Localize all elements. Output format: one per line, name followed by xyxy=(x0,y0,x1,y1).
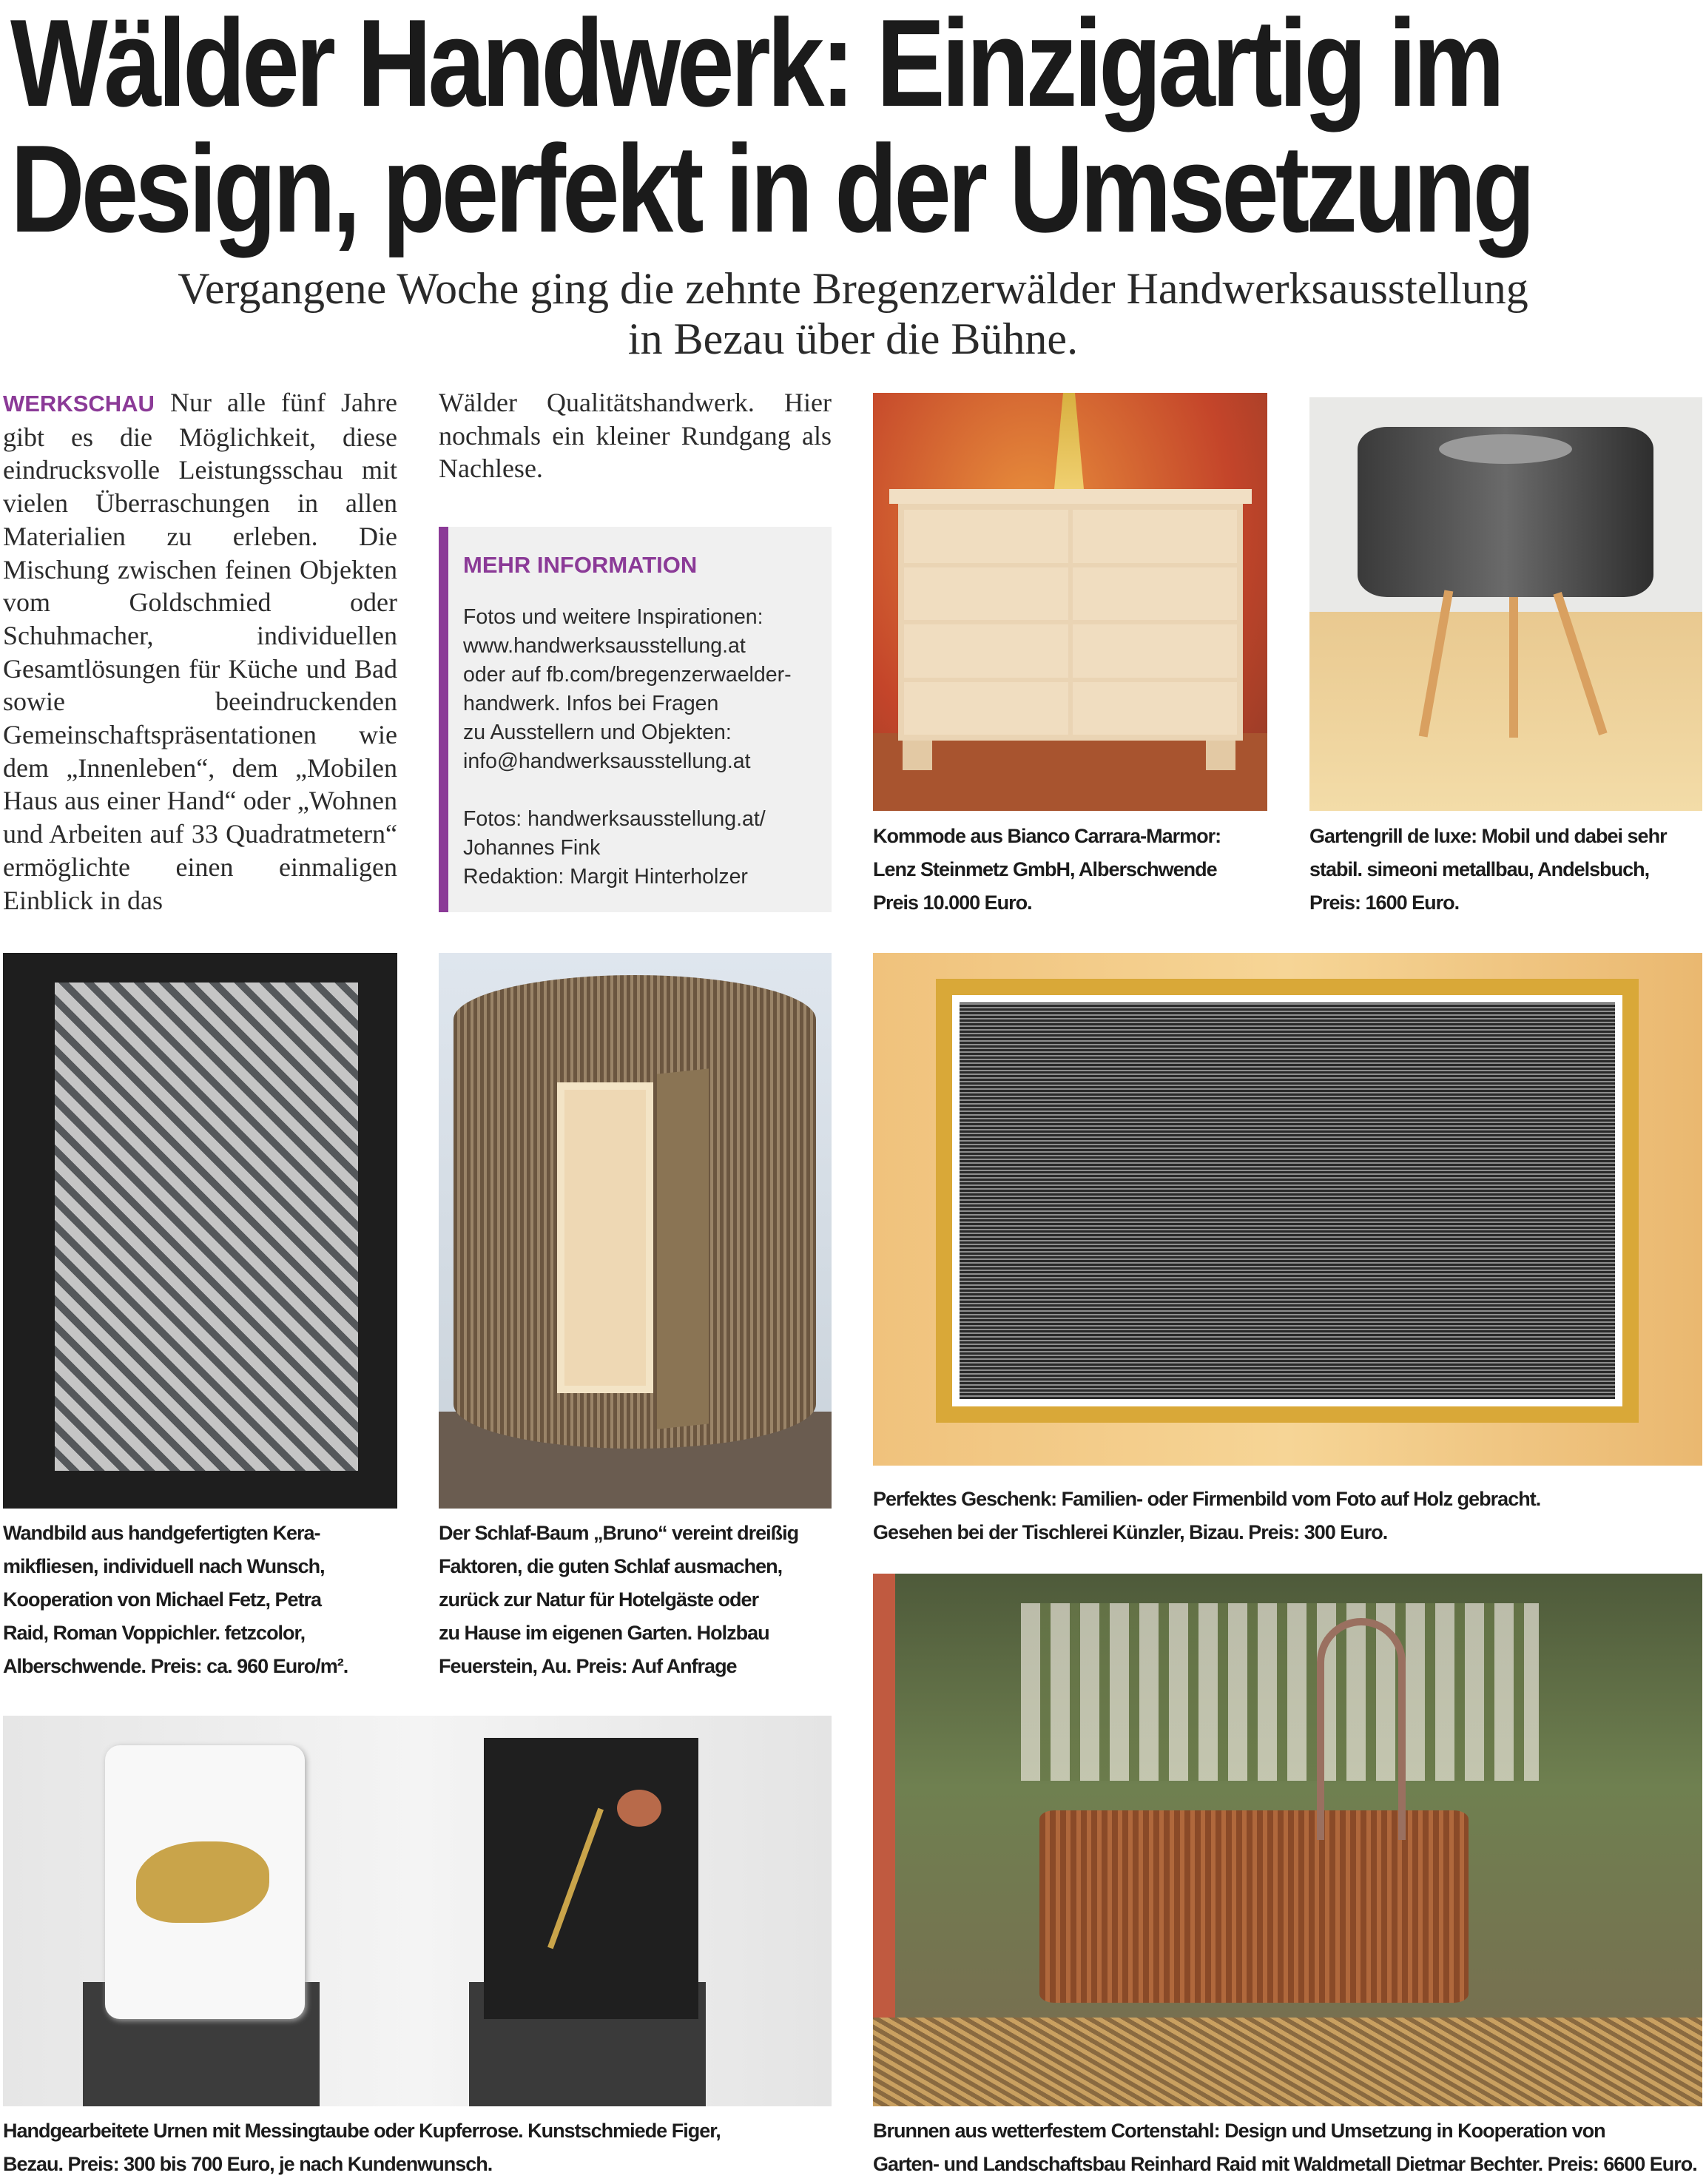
headline-line-1: Wälder Handwerk: Einzigartig im xyxy=(10,0,1502,132)
photo-kommode xyxy=(873,393,1267,811)
caption-line: Alberschwende. Preis: ca. 960 Euro/m². xyxy=(3,1655,348,1677)
photo-gartengrill xyxy=(1309,397,1702,811)
photo-familienbild xyxy=(873,953,1702,1466)
photo-brunnen xyxy=(873,1574,1702,2106)
caption-line: zurück zur Natur für Hotelgäste oder xyxy=(439,1588,759,1611)
caption-line: Der Schlaf-Baum „Bruno“ vereint dreißig xyxy=(439,1522,799,1544)
photo-schlaf-baum xyxy=(439,953,832,1509)
caption-kommode xyxy=(873,820,1221,920)
headline-line-2: Design, perfekt in der Umsetzung xyxy=(10,119,1532,258)
caption-line: Kooperation von Michael Fetz, Petra xyxy=(3,1588,322,1611)
caption-line: Preis 10.000 Euro. xyxy=(873,892,1032,914)
article-column-1 xyxy=(3,386,397,917)
caption-line: Raid, Roman Voppichler. fetzcolor, xyxy=(3,1622,306,1644)
photo-credit: Johannes Fink xyxy=(463,836,601,860)
caption-wandbild xyxy=(3,1517,348,1683)
caption-gartengrill xyxy=(1309,820,1667,920)
photo-wandbild xyxy=(3,953,397,1509)
caption-familienbild xyxy=(873,1483,1540,1549)
info-line: oder auf fb.com/bregenzerwaelder- xyxy=(463,663,792,687)
caption-line: Kommode aus Bianco Carrara-Marmor: xyxy=(873,825,1221,847)
info-line: zu Ausstellern und Objekten: xyxy=(463,721,732,744)
article-text: Nur alle fünf Jahre gibt es die Möglichkeit, diese eindrucksvolle Leistungsschau mit vielen Überraschungen in allen Materialien zu erleben. Die Mischung zwischen feinen Objekten vom Goldschmied oder Schuhmacher, individuellen Gesamtlösungen für Küche und Bad sowie beeindruckenden Gemeinschaftspräsentationen wie dem „Innenleben“, dem „Mobilen Haus aus einer Hand“ oder „Wohnen und Arbeiten auf 33 Quadratmetern“ ermöglichte einen einmaligen Einblick in das xyxy=(3,388,397,915)
caption-line: Wandbild aus handgefertigten Kera- xyxy=(3,1522,320,1544)
info-heading: MEHR INFORMATION xyxy=(463,552,698,578)
caption-line: Brunnen aus wetterfestem Cortenstahl: Design und Umsetzung in Kooperation von xyxy=(873,2120,1605,2142)
caption-line: Perfektes Geschenk: Familien- oder Firmenbild vom Foto auf Holz gebracht. xyxy=(873,1488,1541,1510)
caption-brunnen xyxy=(873,2114,1697,2181)
caption-line: Feuerstein, Au. Preis: Auf Anfrage xyxy=(439,1655,737,1677)
photo-urnen xyxy=(3,1716,832,2106)
caption-line: Lenz Steinmetz GmbH, Alberschwende xyxy=(873,858,1217,880)
article-column-2: Wälder Qualitätshandwerk. Hier nochmals ein kleiner Rundgang als Nachlese. xyxy=(439,388,832,484)
caption-line: zu Hause im eigenen Garten. Holzbau xyxy=(439,1622,769,1644)
kicker: WERKSCHAU xyxy=(3,391,155,417)
info-line: Fotos und weitere Inspirationen: xyxy=(463,605,763,629)
info-line: handwerk. Infos bei Fragen xyxy=(463,692,719,715)
caption-line: Gartengrill de luxe: Mobil und dabei sehr xyxy=(1309,825,1667,847)
caption-line: Bezau. Preis: 300 bis 700 Euro, je nach Kundenwunsch. xyxy=(3,2153,493,2175)
subtitle-line-1: Vergangene Woche ging die zehnte Bregenzerwälder Handwerksausstellung xyxy=(178,264,1528,313)
caption-urnen xyxy=(3,2114,721,2181)
caption-line: mikfliesen, individuell nach Wunsch, xyxy=(3,1555,325,1577)
caption-line: Preis: 1600 Euro. xyxy=(1309,892,1460,914)
editor-credit: Redaktion: Margit Hinterholzer xyxy=(463,865,748,889)
caption-line: Garten- und Landschaftsbau Reinhard Raid mit Waldmetall Dietmar Bechter. Preis: 6600 Euro. xyxy=(873,2153,1697,2175)
caption-line: Faktoren, die guten Schlaf ausmachen, xyxy=(439,1555,783,1577)
info-email-link[interactable]: info@handwerksausstellung.at xyxy=(463,749,751,773)
info-box xyxy=(439,527,832,912)
photo-credit: Fotos: handwerksausstellung.at/ xyxy=(463,807,766,831)
caption-line: stabil. simeoni metallbau, Andelsbuch, xyxy=(1309,858,1650,880)
caption-line: Handgearbeitete Urnen mit Messingtaube oder Kupferrose. Kunstschmiede Figer, xyxy=(3,2120,721,2142)
caption-line: Gesehen bei der Tischlerei Künzler, Bizau. Preis: 300 Euro. xyxy=(873,1521,1388,1543)
info-link-website[interactable]: www.handwerksausstellung.at xyxy=(463,634,746,658)
caption-schlaf-baum xyxy=(439,1517,798,1683)
subtitle-line-2: in Bezau über die Bühne. xyxy=(627,314,1079,363)
